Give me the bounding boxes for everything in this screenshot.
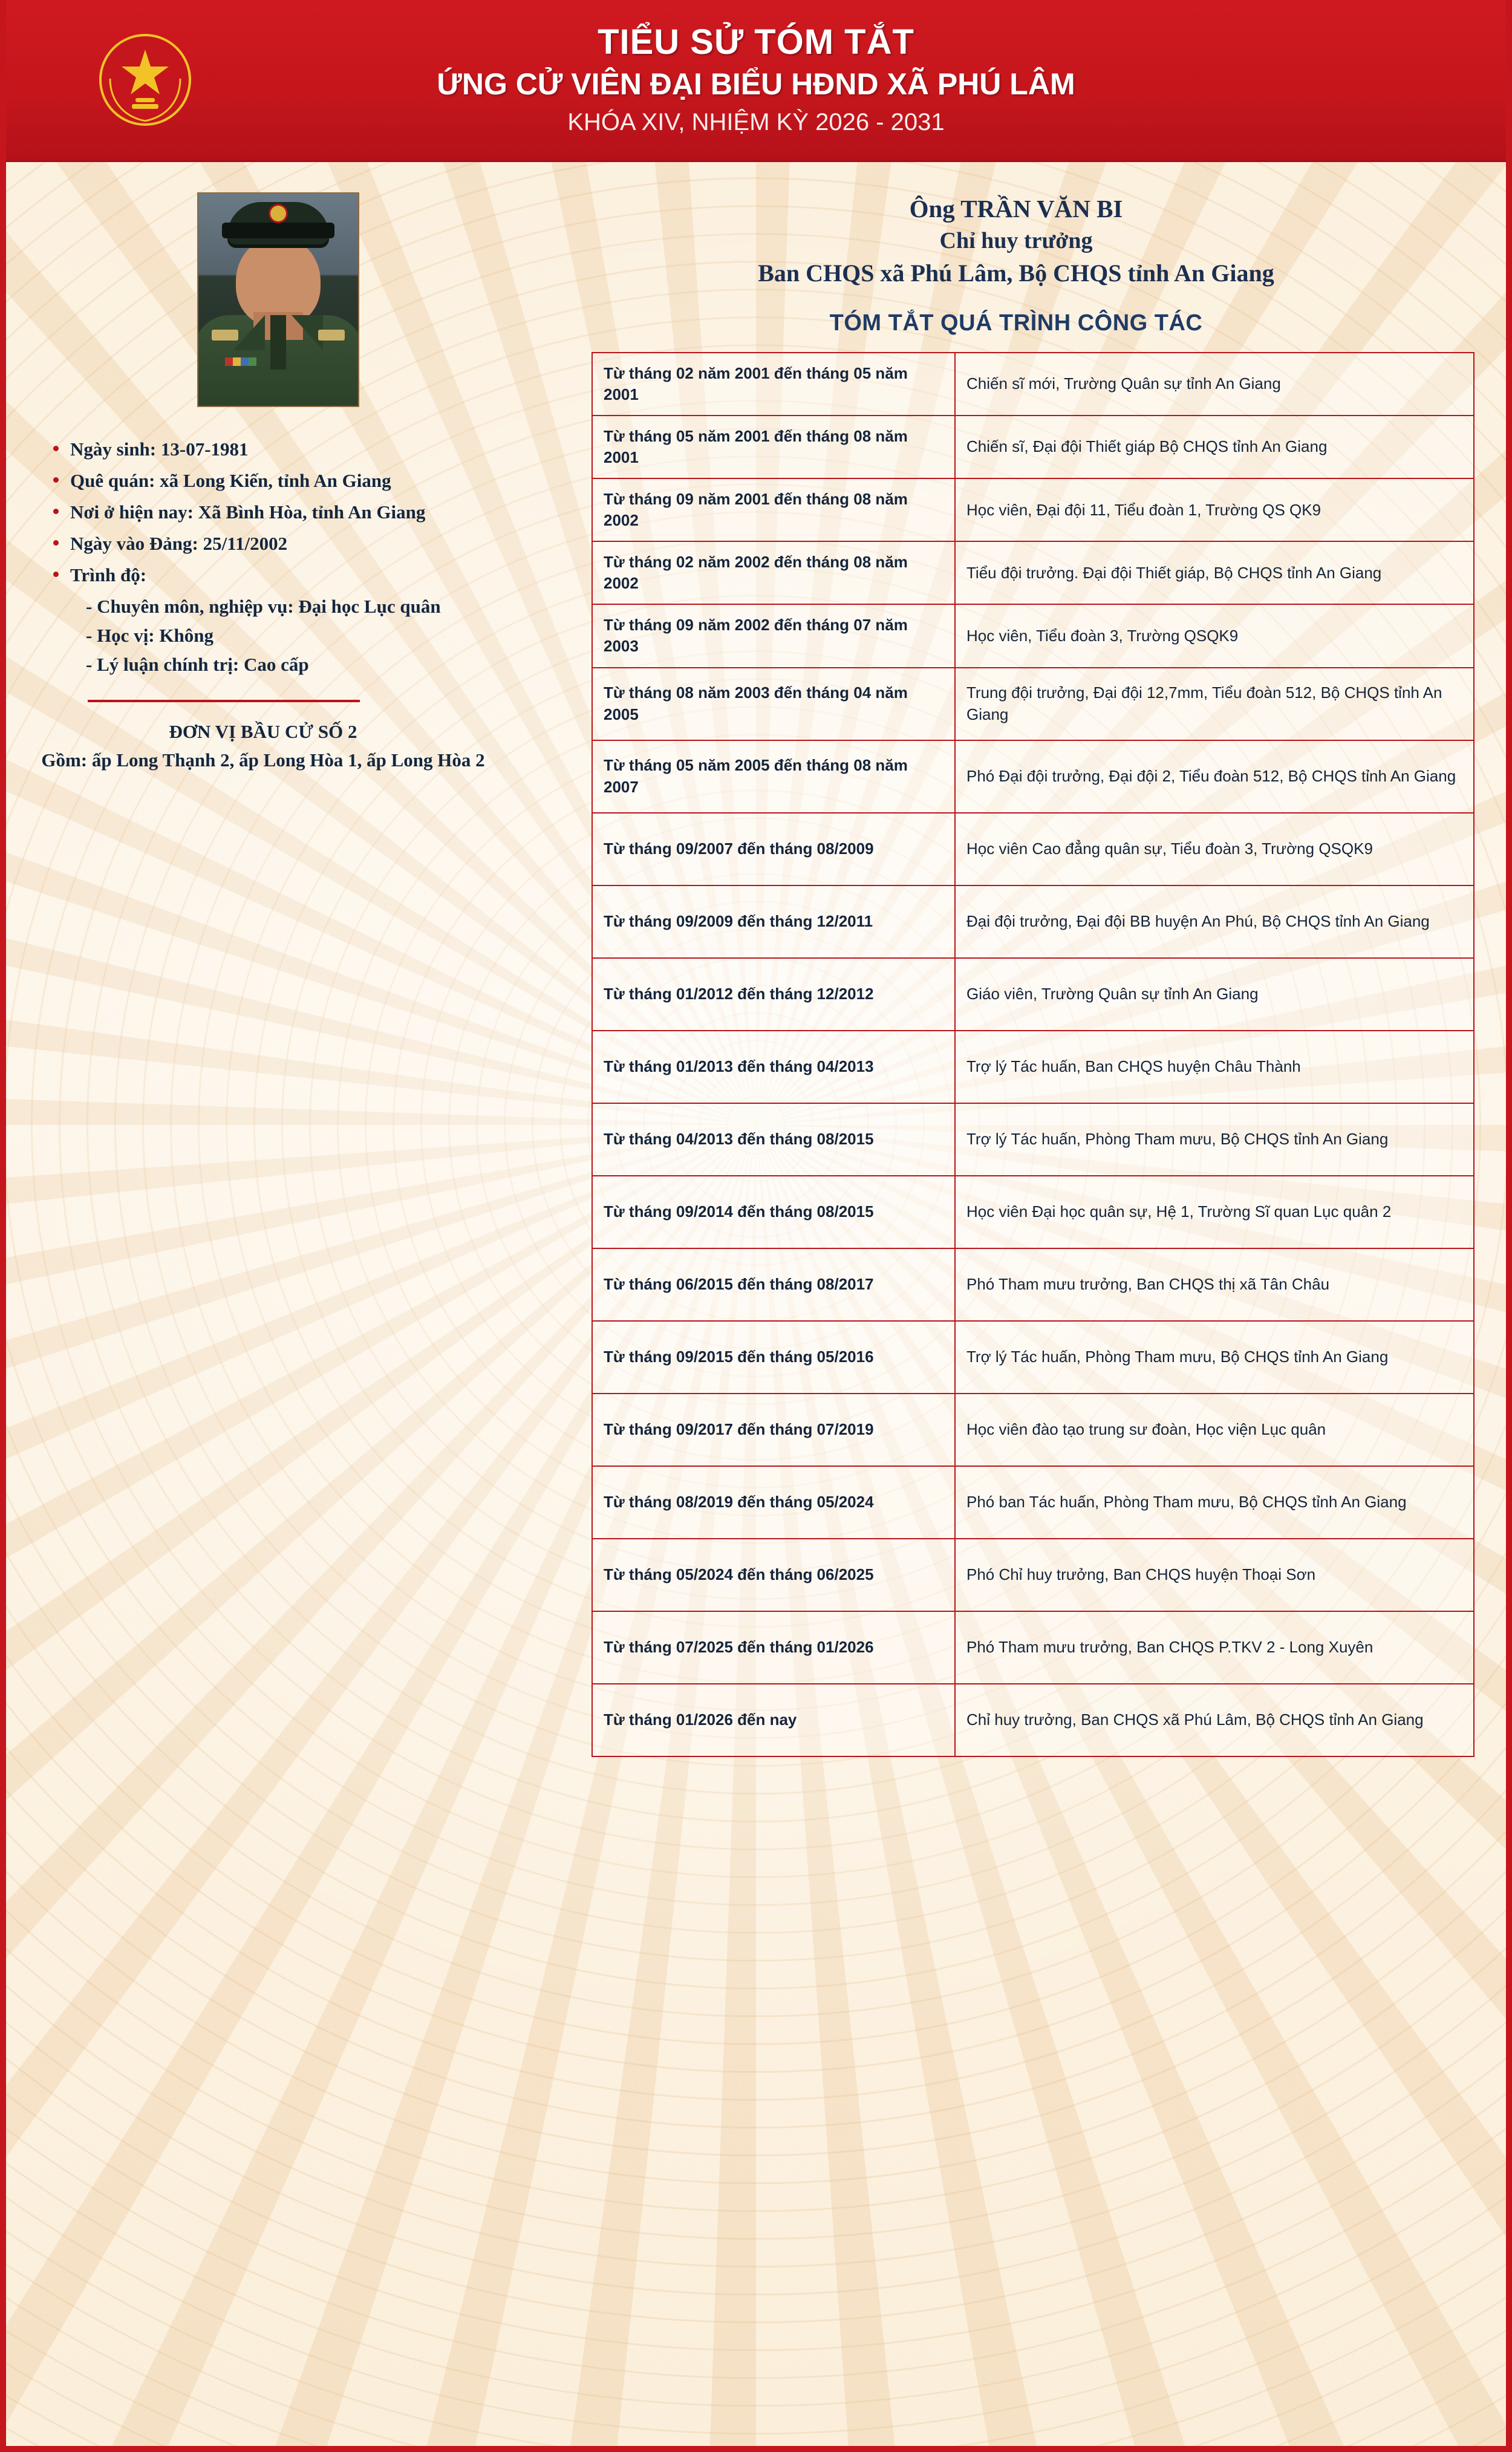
career-period: Từ tháng 08 năm 2003 đến tháng 04 năm 2005 (592, 668, 955, 740)
table-row (592, 541, 1474, 604)
career-period: Từ tháng 09/2015 đến tháng 05/2016 (592, 1321, 955, 1394)
table-row (592, 1321, 1474, 1394)
career-duty: Trợ lý Tác huấn, Ban CHQS huyện Châu Thành (955, 1031, 1474, 1103)
candidate-name: Ông TRẦN VĂN BI (909, 195, 1123, 223)
career-period: Từ tháng 09/2009 đến tháng 12/2011 (592, 885, 955, 958)
career-period: Từ tháng 02 năm 2002 đến tháng 08 năm 2002 (592, 541, 955, 604)
career-duty: Trợ lý Tác huấn, Phòng Tham mưu, Bộ CHQS tỉnh An Giang (955, 1321, 1474, 1394)
divider (88, 700, 360, 702)
poster-body (6, 162, 1506, 1781)
career-period: Từ tháng 09/2014 đến tháng 08/2015 (592, 1176, 955, 1248)
career-duty: Học viên, Đại đội 11, Tiểu đoàn 1, Trường QS QK9 (955, 478, 1474, 541)
poster-title: TIỂU SỬ TÓM TẮT (598, 22, 914, 62)
candidate-role: Chỉ huy trưởng (939, 228, 1093, 254)
table-row (592, 813, 1474, 885)
career-period: Từ tháng 06/2015 đến tháng 08/2017 (592, 1248, 955, 1321)
candidate-photo (197, 192, 359, 407)
career-table (591, 352, 1475, 1757)
table-row (592, 958, 1474, 1031)
bio-sub-item: - Học vị: Không (86, 625, 213, 647)
table-row (592, 1466, 1474, 1539)
career-period: Từ tháng 01/2013 đến tháng 04/2013 (592, 1031, 955, 1103)
career-duty: Chiến sĩ mới, Trường Quân sự tỉnh An Giang (955, 353, 1474, 416)
career-section-title: TÓM TẮT QUÁ TRÌNH CÔNG TÁC (829, 310, 1203, 336)
table-row (592, 1611, 1474, 1684)
right-column (550, 162, 1506, 1781)
table-row (592, 604, 1474, 667)
table-row (592, 1684, 1474, 1756)
table-row (592, 1248, 1474, 1321)
career-duty: Học viên, Tiểu đoàn 3, Trường QSQK9 (955, 604, 1474, 667)
table-row (592, 353, 1474, 416)
career-duty: Phó Tham mưu trưởng, Ban CHQS thị xã Tân Châu (955, 1248, 1474, 1321)
career-period: Từ tháng 05/2024 đến tháng 06/2025 (592, 1539, 955, 1611)
career-period: Từ tháng 09/2017 đến tháng 07/2019 (592, 1394, 955, 1466)
career-duty: Giáo viên, Trường Quân sự tỉnh An Giang (955, 958, 1474, 1031)
table-row (592, 1539, 1474, 1611)
career-duty: Phó Tham mưu trưởng, Ban CHQS P.TKV 2 - Long Xuyên (955, 1611, 1474, 1684)
career-period: Từ tháng 08/2019 đến tháng 05/2024 (592, 1466, 955, 1539)
table-row (592, 1176, 1474, 1248)
career-period: Từ tháng 05 năm 2001 đến tháng 08 năm 2001 (592, 416, 955, 478)
table-row (592, 740, 1474, 813)
career-duty: Chỉ huy trưởng, Ban CHQS xã Phú Lâm, Bộ CHQS tỉnh An Giang (955, 1684, 1474, 1756)
poster-subtitle: ỨNG CỬ VIÊN ĐẠI BIỂU HĐND XÃ PHÚ LÂM (437, 67, 1075, 102)
career-period: Từ tháng 07/2025 đến tháng 01/2026 (592, 1611, 955, 1684)
career-period: Từ tháng 04/2013 đến tháng 08/2015 (592, 1103, 955, 1176)
electoral-unit-detail: Gồm: ấp Long Thạnh 2, ấp Long Hòa 1, ấp Long Hòa 2 (41, 749, 485, 771)
career-duty: Đại đội trưởng, Đại đội BB huyện An Phú, Bộ CHQS tỉnh An Giang (955, 885, 1474, 958)
career-period: Từ tháng 09 năm 2002 đến tháng 07 năm 2003 (592, 604, 955, 667)
career-period: Từ tháng 02 năm 2001 đến tháng 05 năm 2001 (592, 353, 955, 416)
career-period: Từ tháng 05 năm 2005 đến tháng 08 năm 2007 (592, 740, 955, 813)
table-row (592, 668, 1474, 740)
list-item: Quê quán: xã Long Kiến, tỉnh An Giang (48, 466, 532, 495)
bio-block (48, 435, 532, 679)
career-duty: Phó ban Tác huấn, Phòng Tham mưu, Bộ CHQS tỉnh An Giang (955, 1466, 1474, 1539)
career-duty: Phó Chỉ huy trưởng, Ban CHQS huyện Thoại Sơn (955, 1539, 1474, 1611)
bio-sub-item: - Chuyên môn, nghiệp vụ: Đại học Lục quân (86, 596, 441, 618)
electoral-unit-block (12, 718, 514, 774)
career-duty: Trợ lý Tác huấn, Phòng Tham mưu, Bộ CHQS tỉnh An Giang (955, 1103, 1474, 1176)
list-item: Ngày sinh: 13-07-1981 (48, 435, 532, 464)
list-item: Trình độ: (48, 561, 532, 590)
electoral-unit-title: ĐƠN VỊ BẦU CỬ SỐ 2 (169, 721, 357, 743)
career-duty: Tiểu đội trưởng. Đại đội Thiết giáp, Bộ CHQS tỉnh An Giang (955, 541, 1474, 604)
header-titles (292, 22, 1220, 138)
bio-list (48, 435, 532, 590)
table-row (592, 478, 1474, 541)
poster-header (6, 0, 1506, 162)
bio-sub-item: - Lý luận chính trị: Cao cấp (86, 654, 309, 676)
list-item: Ngày vào Đảng: 25/11/2002 (48, 529, 532, 558)
career-duty: Học viên Đại học quân sự, Hệ 1, Trường Sĩ quan Lục quân 2 (955, 1176, 1474, 1248)
career-duty: Phó Đại đội trưởng, Đại đội 2, Tiểu đoàn 512, Bộ CHQS tỉnh An Giang (955, 740, 1474, 813)
career-period: Từ tháng 01/2026 đến nay (592, 1684, 955, 1756)
career-duty: Trung đội trưởng, Đại đội 12,7mm, Tiểu đoàn 512, Bộ CHQS tỉnh An Giang (955, 668, 1474, 740)
portrait-frame (197, 192, 359, 407)
table-row (592, 1103, 1474, 1176)
vietnam-national-emblem-icon (97, 31, 194, 128)
table-row (592, 885, 1474, 958)
table-row (592, 1394, 1474, 1466)
career-duty: Chiến sĩ, Đại đội Thiết giáp Bộ CHQS tỉnh An Giang (955, 416, 1474, 478)
candidate-organization: Ban CHQS xã Phú Lâm, Bộ CHQS tỉnh An Giang (758, 259, 1274, 287)
left-column (6, 162, 550, 798)
poster-term: KHÓA XIV, NHIỆM KỲ 2026 - 2031 (567, 109, 945, 136)
list-item: Nơi ở hiện nay: Xã Bình Hòa, tỉnh An Giang (48, 498, 532, 527)
table-row (592, 1031, 1474, 1103)
career-duty: Học viên Cao đẳng quân sự, Tiểu đoàn 3, Trường QSQK9 (955, 813, 1474, 885)
career-period: Từ tháng 09 năm 2001 đến tháng 08 năm 2002 (592, 478, 955, 541)
career-period: Từ tháng 01/2012 đến tháng 12/2012 (592, 958, 955, 1031)
table-row (592, 416, 1474, 478)
career-duty: Học viên đào tạo trung sư đoàn, Học viện Lục quân (955, 1394, 1474, 1466)
career-period: Từ tháng 09/2007 đến tháng 08/2009 (592, 813, 955, 885)
